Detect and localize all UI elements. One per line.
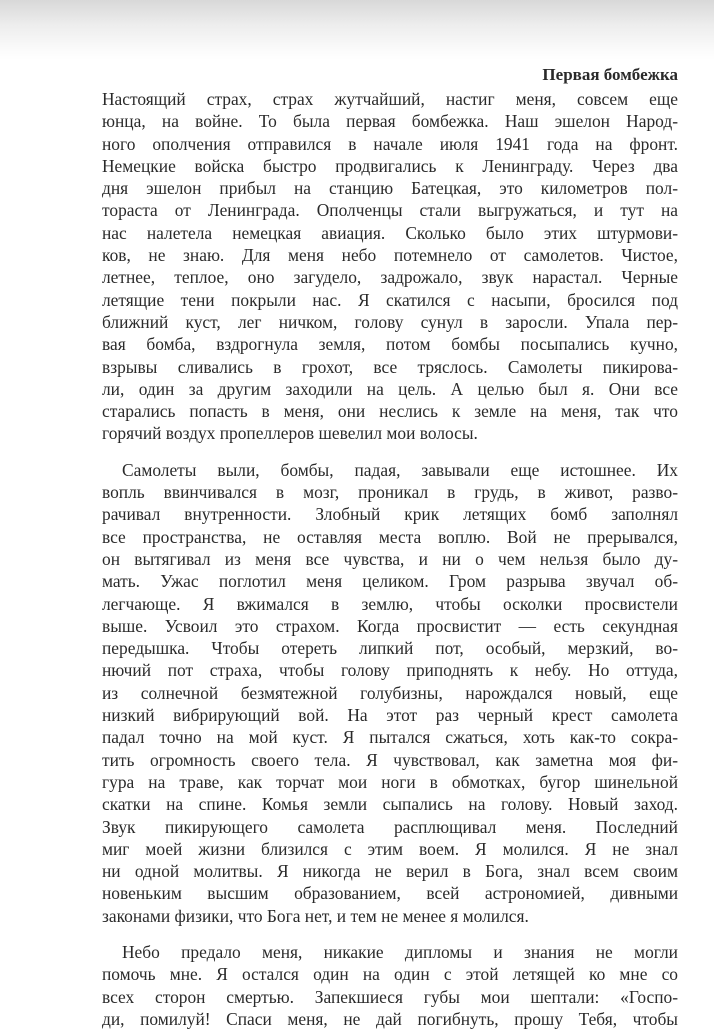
text-line: юнца, на войне. То была первая бомбежка. Наш эшелон Народ- xyxy=(102,111,678,132)
book-page xyxy=(102,62,678,1030)
text-line: взрывы сливались в грохот, все тряслось. Самолеты пикирова- xyxy=(102,356,678,377)
text-line: тить огромность своего тела. Я чувствовал, как заметна моя фи- xyxy=(102,749,678,770)
text-line: законами физики, что Бога нет, и тем не менее я молился. xyxy=(102,905,529,926)
paragraph-gap xyxy=(102,445,678,459)
text-line: летнее, теплое, оно загудело, задрожало, звук нарастал. Черные xyxy=(102,267,678,288)
text-line: Небо предало меня, никакие дипломы и знания не могли xyxy=(122,941,678,962)
text-line: помочь мне. Я остался один на один с этой летящей ко мне со xyxy=(102,964,678,985)
text-line: дня эшелон прибыл на станцию Батецкая, это километров пол- xyxy=(102,178,678,199)
text-line: ного ополчения отправился в начале июля 1941 года на фронт. xyxy=(102,133,678,154)
text-line: рачивал внутренности. Злобный крик летящих бомб заполнял xyxy=(102,504,678,525)
text-line: Звук пикирующего самолета расплющивал меня. Последний xyxy=(102,816,678,837)
section-heading: Первая бомбежка xyxy=(542,65,678,84)
text-line: выше. Усвоил это страхом. Когда просвистит — есть секундная xyxy=(102,615,678,636)
text-line: тораста от Ленинграда. Ополченцы стали выгружаться, и тут на xyxy=(102,200,678,221)
text-line: гура на траве, как торчат мои ноги в обмотках, бугор шинельной xyxy=(102,771,678,792)
text-line: ков, не знаю. Для меня небо потемнело от самолетов. Чистое, xyxy=(102,245,678,266)
text-line: старались попасть в меня, они неслись к земле на меня, так что xyxy=(102,401,678,422)
paragraph-3 xyxy=(102,941,678,1030)
text-line: передышка. Чтобы отереть липкий пот, особый, мерзкий, во- xyxy=(102,638,678,659)
paragraph-gap xyxy=(102,927,678,941)
text-line: всех сторон смертью. Запекшиеся губы мои шептали: «Госпо- xyxy=(102,986,678,1007)
text-line: Немецкие войска быстро продвигались к Ленинграду. Через два xyxy=(102,155,678,176)
text-line: все пространства, не оставляя места воплю. Вой не прерывался, xyxy=(102,526,678,547)
text-line: вая бомба, вздрогнула земля, потом бомбы посыпались кучно, xyxy=(102,334,678,355)
text-line: Настоящий страх, страх жутчайший, настиг меня, совсем еще xyxy=(102,89,678,109)
text-line: Самолеты выли, бомбы, падая, завывали еще истошнее. Их xyxy=(122,459,678,480)
text-line: летящие тени покрыли нас. Я скатился с насыпи, бросился под xyxy=(102,289,678,310)
text-line: легчающе. Я вжимался в землю, чтобы осколки просвистели xyxy=(102,593,678,614)
page-top-shadow xyxy=(0,0,714,60)
text-line: скатки на спине. Комья земли сыпались на голову. Новый заход. xyxy=(102,794,678,815)
text-line: мать. Ужас поглотил меня целиком. Гром разрыва звучал об- xyxy=(102,571,678,592)
text-line: ближний куст, лег ничком, голову сунул в заросли. Упала пер- xyxy=(102,311,678,332)
text-line: ди, помилуй! Спаси меня, не дай погибнуть, прошу Тебя, чтобы xyxy=(102,1008,678,1029)
text-line: падал точно на мой куст. Я пытался сжаться, хоть как-то сокра- xyxy=(102,727,678,748)
text-line: ни одной молитвы. Я никогда не верил в Бога, знал всем своим xyxy=(102,861,678,882)
paragraph-2 xyxy=(102,459,678,927)
text-line: вопль ввинчивался в мозг, проникал в грудь, в живот, разво- xyxy=(102,482,678,503)
text-line: нючий пот страха, чтобы голову приподнять к небу. Но оттуда, xyxy=(102,660,678,681)
text-line: он вытягивал из меня все чувства, и ни о чем нельзя было ду- xyxy=(102,548,678,569)
text-line: новеньким высшим образованием, всей астрономией, дивными xyxy=(102,883,678,904)
text-line: низкий вибрирующий вой. На этот раз черный крест самолета xyxy=(102,705,678,726)
text-line: нас налетела немецкая авиация. Сколько было этих штурмови- xyxy=(102,222,678,243)
text-line: из солнечной безмятежной голубизны, нарождался новый, еще xyxy=(102,682,678,703)
text-line: ли, один за другим заходили на цель. А целью был я. Они все xyxy=(102,378,678,399)
text-line: горячий воздух пропеллеров шевелил мои волосы. xyxy=(102,423,478,444)
paragraph-1 xyxy=(102,88,678,445)
text-line: миг моей жизни близился с этим воем. Я молился. Я не знал xyxy=(102,838,678,859)
